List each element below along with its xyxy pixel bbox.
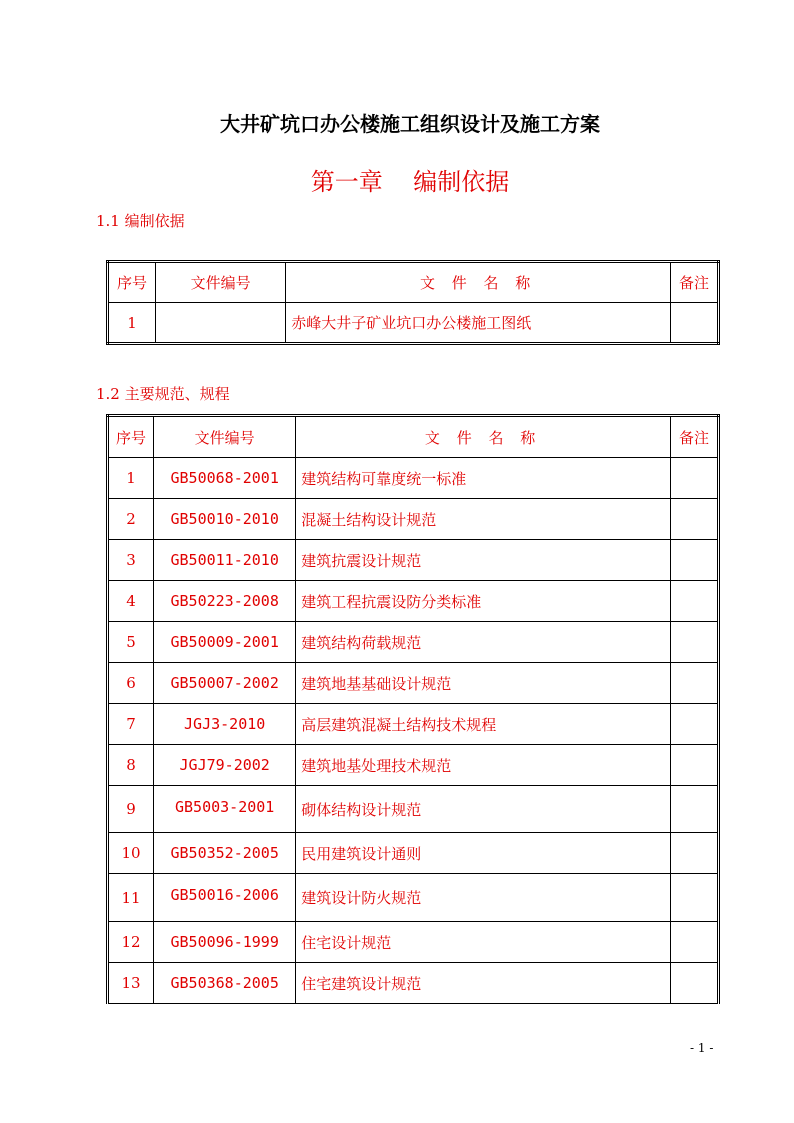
table-row [108,833,719,874]
row-name: 民用建筑设计通则 [296,833,671,874]
basis-table [106,260,720,345]
row-code: GB50096-1999 [154,922,296,963]
row-name: 建筑工程抗震设防分类标准 [296,581,671,622]
row-name: 建筑地基处理技术规范 [296,745,671,786]
header-name: 文 件 名 称 [286,262,671,303]
table-row [108,499,719,540]
row-note [670,963,718,1004]
row-code: GB50007-2002 [154,663,296,704]
row-code: GB50068-2001 [154,458,296,499]
row-name: 住宅建筑设计规范 [296,963,671,1004]
row-note [670,663,718,704]
row-note [670,786,718,833]
row-note [670,874,718,922]
row-name: 混凝土结构设计规范 [296,499,671,540]
row-note [670,499,718,540]
chapter-heading: 第一章 编制依据 [310,168,510,196]
row-note [670,581,718,622]
row-index: 1 [108,303,156,344]
row-code: GB50011-2010 [154,540,296,581]
table-row [108,622,719,663]
section-heading-1-2: 1.2 主要规范、规程 [96,385,230,403]
row-code: GB50016-2006 [154,874,296,922]
row-code [156,303,286,344]
page-number: - 1 - [690,1041,714,1055]
row-note [670,922,718,963]
header-code: 文件编号 [154,416,296,458]
table-row [108,745,719,786]
row-name: 高层建筑混凝土结构技术规程 [296,704,671,745]
row-note [670,745,718,786]
row-code: JGJ3-2010 [154,704,296,745]
header-code: 文件编号 [156,262,286,303]
row-index: 10 [108,833,154,874]
row-name: 建筑地基基础设计规范 [296,663,671,704]
table-row [108,786,719,833]
row-index: 3 [108,540,154,581]
row-name: 建筑结构荷载规范 [296,622,671,663]
row-index: 8 [108,745,154,786]
table-row [108,581,719,622]
row-name: 建筑抗震设计规范 [296,540,671,581]
row-note [670,704,718,745]
standards-table [106,414,720,1004]
row-code: GB50010-2010 [154,499,296,540]
row-index: 4 [108,581,154,622]
row-note [670,303,718,344]
row-index: 9 [108,786,154,833]
table-row [108,458,719,499]
table-row [108,963,719,1004]
row-name: 赤峰大井子矿业坑口办公楼施工图纸 [286,303,671,344]
row-code: JGJ79-2002 [154,745,296,786]
section-heading-1-1: 1.1 编制依据 [96,212,185,230]
table-header-row [108,262,719,303]
row-name: 砌体结构设计规范 [296,786,671,833]
row-name: 建筑设计防火规范 [296,874,671,922]
row-index: 11 [108,874,154,922]
row-code: GB50368-2005 [154,963,296,1004]
row-index: 5 [108,622,154,663]
table-row [108,540,719,581]
row-index: 13 [108,963,154,1004]
row-note [670,833,718,874]
header-index: 序号 [108,262,156,303]
row-name: 住宅设计规范 [296,922,671,963]
table-row [108,704,719,745]
header-note: 备注 [670,262,718,303]
row-index: 1 [108,458,154,499]
row-index: 6 [108,663,154,704]
header-name: 文 件 名 称 [296,416,671,458]
row-code: GB50223-2008 [154,581,296,622]
row-index: 12 [108,922,154,963]
table-row [108,663,719,704]
table-row [108,303,719,344]
document-title: 大井矿坑口办公楼施工组织设计及施工方案 [220,112,600,136]
row-name: 建筑结构可靠度统一标准 [296,458,671,499]
table-row [108,874,719,922]
table-header-row [108,416,719,458]
header-note: 备注 [670,416,718,458]
row-code: GB5003-2001 [154,786,296,833]
row-code: GB50352-2005 [154,833,296,874]
header-index: 序号 [108,416,154,458]
row-index: 7 [108,704,154,745]
row-code: GB50009-2001 [154,622,296,663]
row-note [670,622,718,663]
row-note [670,540,718,581]
row-index: 2 [108,499,154,540]
table-row [108,922,719,963]
row-note [670,458,718,499]
